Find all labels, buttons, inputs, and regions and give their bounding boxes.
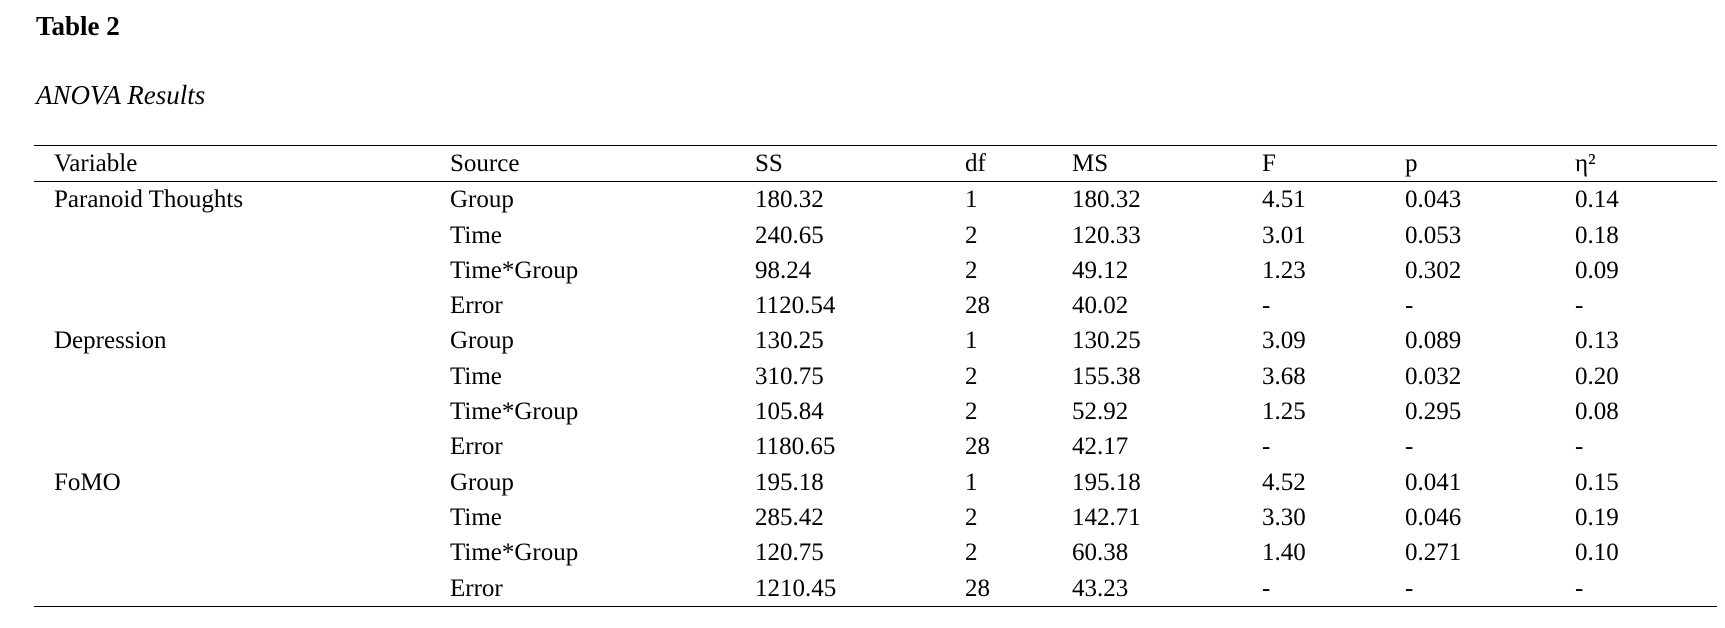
- cell-eta-squared: -: [1575, 574, 1584, 602]
- cell-p: -: [1405, 433, 1414, 461]
- table-row: [34, 323, 1717, 358]
- cell-source: Time: [450, 362, 502, 390]
- cell-ss: 240.65: [755, 221, 824, 249]
- cell-p: 0.053: [1405, 221, 1462, 249]
- cell-source: Time*Group: [450, 539, 579, 567]
- cell-source: Time*Group: [450, 256, 579, 284]
- cell-f: -: [1262, 292, 1271, 320]
- cell-f: 1.40: [1262, 539, 1306, 567]
- cell-source: Group: [450, 327, 514, 355]
- cell-df: 2: [965, 503, 978, 531]
- cell-ss: 98.24: [755, 256, 812, 284]
- cell-variable: [34, 394, 450, 429]
- cell-source: Group: [450, 186, 514, 214]
- cell-ms: 52.92: [1072, 398, 1129, 426]
- cell-ms: 42.17: [1072, 433, 1129, 461]
- cell-p: 0.302: [1405, 256, 1462, 284]
- column-header-p: p: [1405, 150, 1418, 177]
- cell-f: 1.25: [1262, 398, 1306, 426]
- cell-source: Error: [450, 292, 503, 320]
- cell-ms: 130.25: [1072, 327, 1141, 355]
- column-header-df: df: [965, 150, 986, 177]
- column-header-variable: Variable: [54, 150, 138, 177]
- cell-df: 2: [965, 256, 978, 284]
- cell-variable: Depression: [54, 327, 167, 355]
- cell-eta-squared: -: [1575, 292, 1584, 320]
- cell-df: 1: [965, 468, 978, 496]
- cell-source: Error: [450, 433, 503, 461]
- cell-source: Error: [450, 574, 503, 602]
- column-header-ss: SS: [755, 150, 783, 177]
- cell-ss: 105.84: [755, 398, 824, 426]
- cell-ms: 180.32: [1072, 186, 1141, 214]
- cell-ss: 130.25: [755, 327, 824, 355]
- cell-f: 4.51: [1262, 186, 1306, 214]
- cell-p: 0.041: [1405, 468, 1462, 496]
- cell-source: Time*Group: [450, 398, 579, 426]
- cell-variable: [34, 500, 450, 535]
- cell-f: 3.30: [1262, 503, 1306, 531]
- cell-f: 3.68: [1262, 362, 1306, 390]
- cell-df: 1: [965, 186, 978, 214]
- cell-variable: [34, 535, 450, 570]
- cell-ms: 120.33: [1072, 221, 1141, 249]
- column-header-f: F: [1262, 150, 1276, 177]
- cell-ss: 1180.65: [755, 433, 836, 461]
- cell-source: Time: [450, 221, 502, 249]
- cell-ms: 142.71: [1072, 503, 1141, 531]
- cell-f: 1.23: [1262, 256, 1306, 284]
- cell-df: 28: [965, 574, 990, 602]
- table-body: [34, 182, 1717, 607]
- cell-ms: 155.38: [1072, 362, 1141, 390]
- cell-eta-squared: 0.18: [1575, 221, 1619, 249]
- cell-source: Time: [450, 503, 502, 531]
- cell-p: 0.295: [1405, 398, 1462, 426]
- cell-p: 0.032: [1405, 362, 1462, 390]
- cell-p: -: [1405, 574, 1414, 602]
- cell-df: 28: [965, 433, 990, 461]
- cell-f: 3.09: [1262, 327, 1306, 355]
- cell-variable: [34, 359, 450, 394]
- table-row: [34, 465, 1717, 500]
- cell-source: Group: [450, 468, 514, 496]
- cell-p: 0.043: [1405, 186, 1462, 214]
- table-row: [34, 288, 1717, 323]
- table-row: [34, 535, 1717, 570]
- table-row: [34, 571, 1717, 607]
- table-title: ANOVA Results: [36, 80, 206, 110]
- cell-variable: [34, 218, 450, 253]
- table-row: [34, 394, 1717, 429]
- cell-df: 28: [965, 292, 990, 320]
- cell-ms: 49.12: [1072, 256, 1129, 284]
- cell-ms: 60.38: [1072, 539, 1129, 567]
- cell-df: 2: [965, 398, 978, 426]
- cell-eta-squared: 0.14: [1575, 186, 1619, 214]
- cell-ms: 40.02: [1072, 292, 1129, 320]
- anova-table: [34, 145, 1717, 607]
- cell-eta-squared: 0.09: [1575, 256, 1619, 284]
- cell-variable: FoMO: [54, 468, 121, 496]
- cell-f: 3.01: [1262, 221, 1306, 249]
- table-row: [34, 218, 1717, 253]
- table-row: [34, 500, 1717, 535]
- column-header-eta-squared: η²: [1575, 150, 1596, 177]
- cell-eta-squared: 0.10: [1575, 539, 1619, 567]
- table-number: Table 2: [36, 11, 120, 41]
- cell-variable: Paranoid Thoughts: [54, 186, 244, 214]
- cell-ss: 310.75: [755, 362, 824, 390]
- cell-f: 4.52: [1262, 468, 1306, 496]
- table-row: [34, 429, 1717, 464]
- table-row: [34, 182, 1717, 218]
- cell-variable: [34, 571, 450, 607]
- cell-ss: 120.75: [755, 539, 824, 567]
- cell-variable: [34, 253, 450, 288]
- cell-df: 2: [965, 539, 978, 567]
- cell-ms: 195.18: [1072, 468, 1141, 496]
- cell-ss: 195.18: [755, 468, 824, 496]
- table-header-row: [34, 146, 1717, 182]
- table-row: [34, 359, 1717, 394]
- cell-f: -: [1262, 433, 1271, 461]
- cell-eta-squared: 0.08: [1575, 398, 1619, 426]
- cell-ss: 1210.45: [755, 574, 837, 602]
- cell-eta-squared: 0.15: [1575, 468, 1619, 496]
- cell-eta-squared: 0.20: [1575, 362, 1619, 390]
- column-header-ms: MS: [1072, 150, 1109, 177]
- cell-eta-squared: 0.13: [1575, 327, 1619, 355]
- cell-df: 2: [965, 362, 978, 390]
- cell-p: -: [1405, 292, 1414, 320]
- cell-ss: 1120.54: [755, 292, 836, 320]
- cell-p: 0.089: [1405, 327, 1462, 355]
- cell-ss: 285.42: [755, 503, 824, 531]
- cell-ms: 43.23: [1072, 574, 1129, 602]
- cell-ss: 180.32: [755, 186, 824, 214]
- cell-variable: [34, 429, 450, 464]
- table-row: [34, 253, 1717, 288]
- cell-df: 1: [965, 327, 978, 355]
- cell-variable: [34, 288, 450, 323]
- cell-p: 0.271: [1405, 539, 1462, 567]
- cell-df: 2: [965, 221, 978, 249]
- cell-eta-squared: -: [1575, 433, 1584, 461]
- cell-eta-squared: 0.19: [1575, 503, 1619, 531]
- cell-f: -: [1262, 574, 1271, 602]
- cell-p: 0.046: [1405, 503, 1462, 531]
- column-header-source: Source: [450, 150, 520, 177]
